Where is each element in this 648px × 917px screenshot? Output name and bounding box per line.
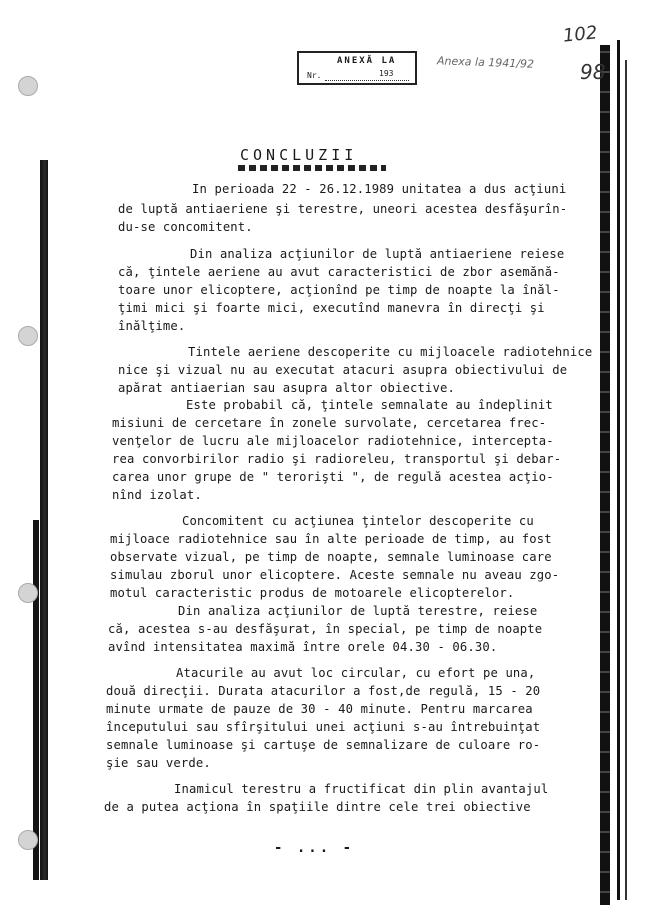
handwritten-page-number: 98 [580,60,606,84]
handwritten-page-number-top: 102 [561,22,599,47]
punch-hole-lower [18,583,38,603]
stamp-nr-value: 193 [379,69,394,78]
text-line: carea unor grupe de " terorişti ", de regulă acestea acţio- [112,470,554,484]
text-line: că, acestea s-au desfăşurat, în special, pe timp de noapte [108,622,543,636]
handwritten-annex-note: Anexa la 1941/92 [436,54,535,71]
text-line: observate vizual, pe timp de noapte, semnale luminoase care [110,550,552,564]
document-title: CONCLUZII [240,146,358,164]
text-line: Atacurile au avut loc circular, cu efort pe una, [176,666,536,680]
scan-edge-right-line [617,40,620,900]
scan-edge-right-line-outer [625,60,627,900]
text-line: Inamicul terestru a fructificat din plin avantajul [174,782,549,796]
text-line: apărat antiaerian sau asupra altor obiective. [118,381,455,395]
text-line: că, ţintele aeriene au avut caracteristici de zbor asemănă- [118,265,560,279]
text-line: de luptă antiaeriene şi terestre, uneori acestea desfăşurîn- [118,202,568,216]
text-line: înălţime. [118,319,186,333]
stamp-dotted-line [325,80,409,81]
text-line: Din analiza acţiunilor de luptă antiaeriene reiese [190,247,565,261]
text-line: du-se concomitent. [118,220,253,234]
scan-edge-left [40,160,48,880]
text-line: de a putea acţiona în spaţiile dintre cele trei obiective [104,800,531,814]
text-line: simulau zborul unor elicoptere. Aceste semnale nu aveau zgo- [110,568,560,582]
scan-edge-left-shadow [33,520,39,880]
text-line: Din analiza acţiunilor de luptă terestre, reiese [178,604,538,618]
page-continuation-marker: - ... - [274,840,355,856]
text-line: mijloace radiotehnice sau în alte perioade de timp, au fost [110,532,552,546]
text-line: toare unor elicoptere, acţionînd pe timp de noapte la înăl- [118,283,560,297]
annex-stamp [297,51,417,85]
text-line: minute urmate de pauze de 30 - 40 minute. Pentru marcarea [106,702,533,716]
text-line: venţelor de lucru ale mijloacelor radiotehnice, intercepta- [112,434,554,448]
text-line: Este probabil că, ţintele semnalate au îndeplinit [186,398,553,412]
text-line: In perioada 22 - 26.12.1989 unitatea a dus acţiuni [192,182,567,196]
scan-edge-right [600,45,610,905]
stamp-title: ANEXĂ LA [337,56,397,66]
text-line: nice şi vizual nu au executat atacuri asupra obiectivului de [118,363,568,377]
text-line: misiuni de cercetare în zonele survolate, cercetarea frec- [112,416,547,430]
text-line: ţimi mici şi foarte mici, executînd manevra în direcţi şi [118,301,545,315]
text-line: Concomitent cu acţiunea ţintelor descoperite cu [182,514,534,528]
text-line: avînd intensitatea maximă între orele 04.30 - 06.30. [108,640,498,654]
title-underline [238,165,386,171]
punch-hole-top [18,76,38,96]
punch-hole-bottom [18,830,38,850]
text-line: două direcţii. Durata atacurilor a fost,de regulă, 15 - 20 [106,684,541,698]
text-line: Tintele aeriene descoperite cu mijloacele radiotehnice [188,345,593,359]
text-line: semnale luminoase şi cartuşe de semnalizare de culoare ro- [106,738,541,752]
text-line: şie sau verde. [106,756,211,770]
text-line: motul caracteristic produs de motoarele elicopterelor. [110,586,515,600]
punch-hole-middle [18,326,38,346]
text-line: nînd izolat. [112,488,202,502]
text-line: începutului sau sfîrşitului unei acţiuni s-au întrebuinţat [106,720,541,734]
text-line: rea convorbirilor radio şi radioreleu, transportul şi debar- [112,452,562,466]
stamp-nr-label: Nr. [307,71,322,80]
